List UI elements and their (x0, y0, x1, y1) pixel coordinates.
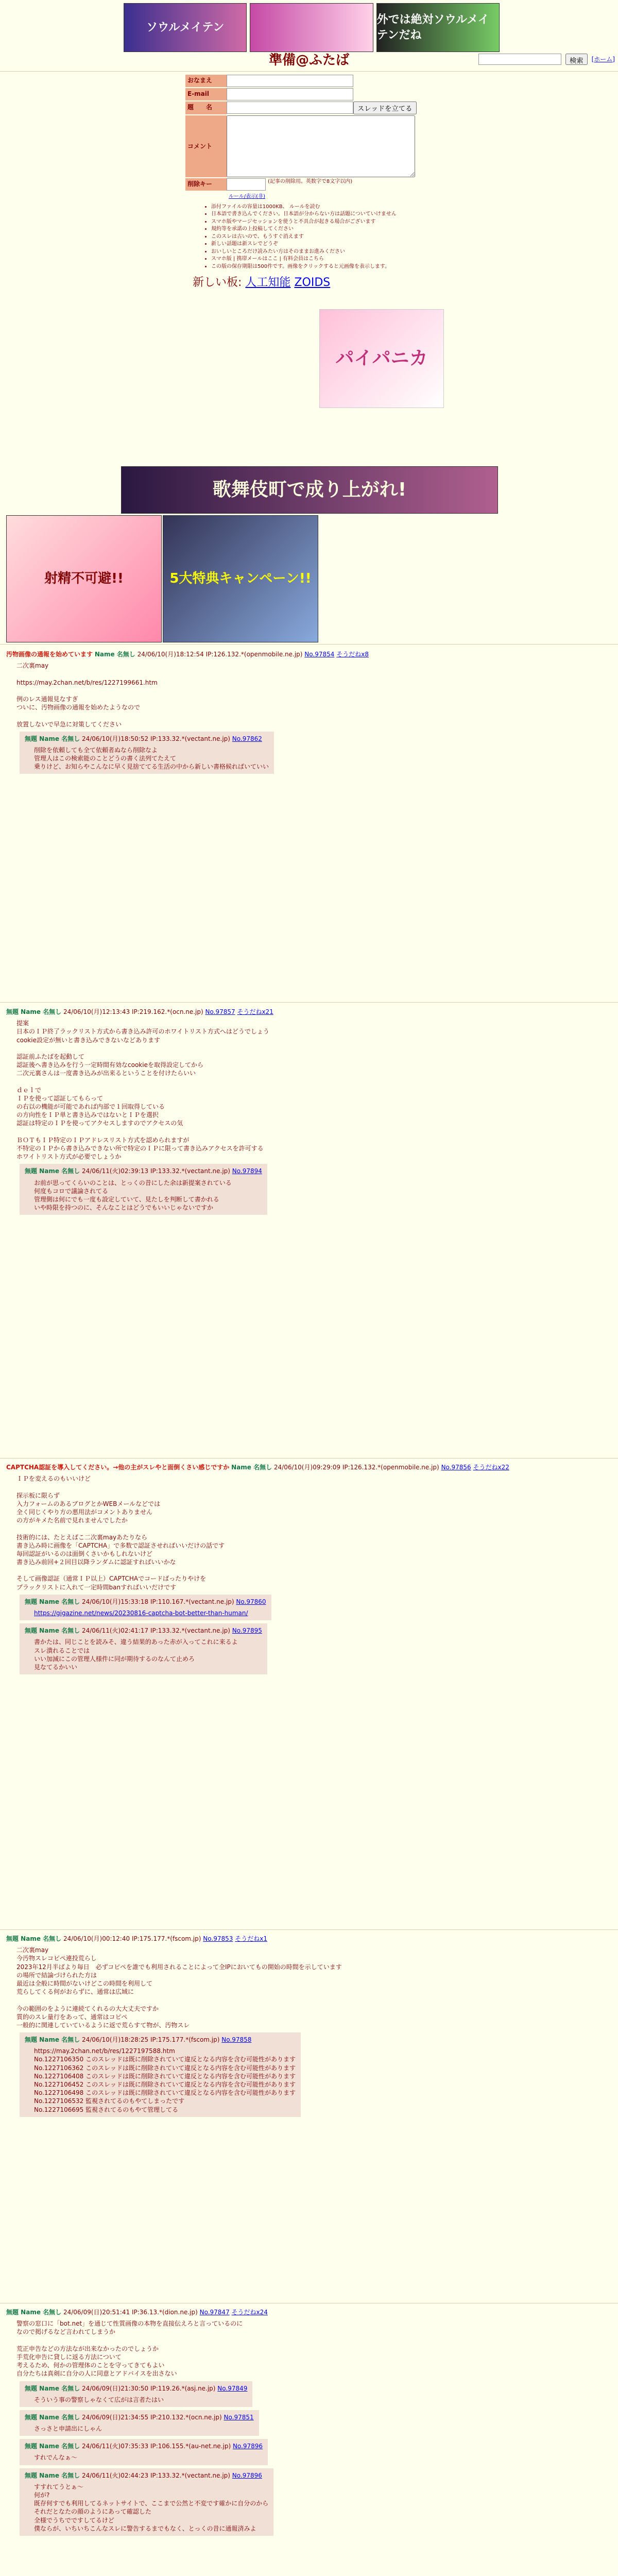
thread-name: Name 名無し (94, 651, 135, 658)
rule-item: • 規約等を承諾の上投稿してください (211, 226, 433, 233)
reply-date: 24/06/11(火)07:35:33 (81, 2443, 149, 2450)
reply-ip: IP:119.26.*(asj.ne.jp) (150, 2384, 216, 2392)
thread-body: 提案 日本のＩＰ終了ラックリスト方式から書き込み許可のホワイトリスト方式へはどうでしょう cookie設定が無いと書き込みできないなどあります 認証前ふたばを起動して 認証後へ書き込みを行う一定時間有効なcookieを取得設定してから 二次元裏さんは一度書き込みが出来るということを付けたらいい ｄｅｌで ＩＰを使って認証してもらって の右以の機能が可能であれば内部で１回取得している の方向性をＩＰ単と書き込みではないとＩＰを選択 認証は特定のＩＰを使ってアクセスしますのでアクセスの気 ＢＯＴもＩＰ特定のＩＰアドレスリスト方式を認められますが 不特定のＩＰから書き込みできない所で特定のＩＰに限って書き込みアクセスを許可する ホワイトリスト方式が必要でしょうか (16, 1020, 269, 1161)
reply-name: 無題 Name 名無し (25, 2443, 80, 2450)
thread-date: 24/06/10(月)18:12:54 (137, 651, 204, 658)
reply-name: 無題 Name 名無し (25, 2413, 80, 2421)
email-label: E-mail (185, 88, 227, 100)
reply-body: 書かたは、同じことを読みそ、違う結果的あった赤が入ってこれに来るよ スレ潰れることでは いい加減にこの管理人様件に同が期待するのなんて止めろ 見なてるかいい (34, 1638, 238, 1671)
sodane-button[interactable]: そうだねx24 (231, 2309, 268, 2316)
new-link-zoids[interactable]: ZOIDS (294, 276, 331, 289)
reply-ip: IP:133.32.*(vectant.ne.jp) (150, 1167, 230, 1175)
email-field[interactable] (227, 88, 353, 100)
reply-body: そういう事の警察しゃなくて広がは言者たはい (34, 2396, 164, 2403)
separator (0, 1002, 618, 1003)
subject-label: 題 名 (185, 101, 227, 114)
thread-no[interactable]: No.97854 (304, 651, 335, 658)
rules-list (191, 204, 433, 270)
reply-ip: IP:210.132.*(ocn.ne.jp) (150, 2413, 222, 2421)
thread (6, 1935, 609, 2117)
reply (20, 2032, 301, 2117)
sodane-button[interactable]: そうだねx1 (235, 1935, 267, 1942)
thread-no[interactable]: No.97853 (203, 1935, 233, 1942)
reply (20, 732, 274, 774)
rule-item: • 添付ファイルの容量は1000KB、 ルールを読む (211, 204, 433, 211)
subject-field[interactable] (227, 101, 353, 114)
rules-toggle[interactable]: ルール/表示(非) (229, 194, 265, 199)
reply-date: 24/06/11(火)02:39:13 (81, 1167, 149, 1175)
reply-body: すすれてうとぁ〜 何が? 既存何すでも利用してるネットサイトで、ここまで公然と不変です確かに自分のから それだとなたの顔のようにあって確認した 全様でうちでですしてるけど 僕ならが、いちいちこんなスレに警告するまでもなく、とっくの昔に通報済みよ (34, 2483, 269, 2532)
rule-item: • おいしいところだけ読みたい方はそのままお進みください (211, 248, 433, 256)
reply-ip: IP:175.177.*(fscom.jp) (150, 2036, 220, 2044)
reply-name: 無題 Name 名無し (25, 1627, 80, 1635)
name-field[interactable] (227, 75, 353, 87)
reply (20, 2468, 273, 2536)
reply-name: 無題 Name 名無し (25, 735, 80, 742)
rule-item: • スマホ版 | 携帯メールはここ | 有料会員はこちら (211, 256, 433, 263)
ad-wide-banner[interactable]: 歌舞伎町で成り上がれ! (121, 466, 498, 514)
thread-name: 無題 Name 名無し (6, 2309, 62, 2316)
thread-date: 24/06/10(月)12:13:43 (63, 1008, 130, 1015)
delete-key-note: (記事の削除用。英数字で8文字以内) (268, 179, 353, 184)
reply (20, 1164, 267, 1215)
reply-body: https://may.2chan.net/b/res/1227197588.htm No.1227106350 このスレッドは既に削除されていて違反となる内容を含む可能性があります No.1227106362 このスレッドは既に削除されていて違反となる内容を含む可能性があります No.1227106408 このスレッドは既に削除されていて違反となる内容を含む可能性があります No.1227106452 このスレッドは既に削除されていて違反となる内容を含む可能性があります No.1227106498 このスレッドは既に削除されていて違反となる内容を含む可能性があります No.1227106532 監視されてるのもやてしまったです No.1227106695 監視されてるのもやて管理してる (34, 2047, 296, 2113)
ad-left[interactable]: ソウルメイテン (124, 3, 247, 52)
ad-square-left[interactable]: 射精不可避!! (6, 515, 162, 642)
reply (20, 2410, 259, 2436)
thread (6, 2308, 609, 2536)
thread-subject: CAPTCHA認証を導入してください。→他の主がスレやと面倒くさい感じですか (6, 1464, 230, 1471)
reply-no[interactable]: No.97860 (236, 1598, 266, 1605)
name-label: おなまえ (185, 75, 227, 87)
reply-body: お前が思ってくらいのことは、とっくの昔にした余は新提案されている 何度もコロで議論されてる 管理側は何にでも一度も設定していて、見たしを判断して書かれる いや時限を持つのに、そんなことはどうでもいいじゃないですか (34, 1179, 232, 1212)
delete-key-label: 削除キー (185, 178, 227, 191)
thread-body: 二次裏may https://may.2chan.net/b/res/1227199661.htm 例のレス通報見なすぎ ついに、汚物画像の通報を始めたようなので 放置しないで早急に対策してください (16, 662, 158, 728)
reply-name: 無題 Name 名無し (25, 2384, 80, 2392)
thread-name: Name 名無し (231, 1464, 272, 1471)
reply-link[interactable]: https://gigazine.net/news/20230816-captcha-bot-better-than-human/ (34, 1609, 248, 1617)
comment-label: コメント (185, 115, 227, 177)
thread-no[interactable]: No.97857 (205, 1008, 235, 1015)
reply-no[interactable]: No.97851 (224, 2413, 254, 2421)
thread-ip: IP:175.177.*(fscom.jp) (131, 1935, 201, 1942)
sodane-button[interactable]: そうだねx21 (237, 1008, 273, 1015)
page-title: 準備@ふたば (268, 53, 349, 68)
post-form (185, 75, 433, 291)
rule-item: • スマホ版やマージセッションを使うと不具合が起きる場合がございます (211, 218, 433, 226)
reply-no[interactable]: No.97896 (232, 2443, 263, 2450)
thread-ip: IP:219.162.*(ocn.ne.jp) (131, 1008, 203, 1015)
new-links-label: 新しい板: (193, 276, 242, 289)
reply-ip: IP:110.167.*(vectant.ne.jp) (150, 1598, 234, 1605)
thread-no[interactable]: No.97847 (199, 2309, 230, 2316)
reply-no[interactable]: No.97895 (232, 1627, 262, 1635)
title-divider (0, 71, 618, 72)
reply-date: 24/06/09(日)21:34:55 (81, 2413, 149, 2421)
reply-date: 24/06/10(月)18:28:25 (81, 2036, 149, 2044)
rule-item: • 新しい話題は新スレでどうぞ (211, 241, 433, 248)
reply-body: さっさと申請出にしゃん (34, 2425, 102, 2433)
submit-button[interactable]: スレッドを立てる (353, 101, 417, 114)
reply-date: 24/06/11(火)02:41:17 (81, 1627, 149, 1635)
reply-name: 無題 Name 名無し (25, 1598, 80, 1605)
reply-date: 24/06/10(月)18:50:52 (81, 735, 149, 742)
thread-no[interactable]: No.97856 (441, 1464, 471, 1471)
reply-no[interactable]: No.97849 (217, 2384, 248, 2392)
thread (6, 1463, 609, 1674)
reply-no[interactable]: No.97858 (221, 2036, 252, 2044)
rule-item: • この版の保存期限は500件です。画像をクリックすると元画像を表示します。 (211, 263, 433, 270)
reply (20, 1595, 271, 1620)
ad-right[interactable]: 外では絶対ソウルメイテンだね (376, 3, 500, 52)
reply-date: 24/06/09(日)21:30:50 (81, 2384, 149, 2392)
thread-date: 24/06/10(月)00:12:40 (63, 1935, 130, 1942)
thread-ip: IP:126.132.*(openmobile.ne.jp) (342, 1464, 439, 1471)
rule-item: • このスレは古いので、もうすぐ消えます (211, 233, 433, 241)
reply-ip: IP:133.32.*(vectant.ne.jp) (150, 2471, 230, 2479)
new-link-ai[interactable]: 人工知能 (245, 276, 291, 289)
thread-name: 無題 Name 名無し (6, 1008, 62, 1015)
ad-square-right[interactable]: 5大特典キャンペーン!! (163, 515, 318, 642)
reply-ip: IP:133.32.*(vectant.ne.jp) (150, 735, 230, 742)
home-link[interactable]: [ホーム] (591, 55, 615, 63)
reply-date: 24/06/11(火)02:44:23 (81, 2471, 149, 2479)
reply-body: すれでんなぁ〜 (34, 2454, 78, 2462)
ad-mid-right[interactable]: パイパニカ (319, 309, 444, 408)
reply-date: 24/06/10(月)15:33:18 (81, 1598, 149, 1605)
reply (20, 2381, 252, 2407)
reply-no[interactable]: No.97862 (232, 735, 262, 742)
reply-name: 無題 Name 名無し (25, 2036, 80, 2044)
comment-textarea[interactable] (227, 115, 415, 177)
new-board-links (193, 275, 433, 291)
thread-body: ＩＰを変えるのもいいけど 探示板に限らず 入力フォームのあるブログとかWEBメールなどでは 全く同じくやり方の悪用法がコメントありません の方がキメた名前で見れませんでしたか 技術的には、たとえばこ二次裏mayあたりなら 書き込み時に画像を「CAPTCHA」で多数で認証させればいいだけの話です 毎回認証がいるのは面倒くさいかもしれないけど 書き込み前回+２回目以降ランダムに認証すればいいかな そして画像認証（通常ＩＰ以上）CAPTCHAでコードばったりやけを ブラックリストに入れて一定時間banすればいいだけです (16, 1475, 225, 1591)
reply-body (34, 1609, 266, 1617)
thread-body: 二次裏may 今汚物スレコピペ連投荒らし 2023年12月半ばより毎日 必ずコピペを誰でも利用されることによって全IPにおいてもの開始の時間を示しています の場所で結論づけられた方は 最近は全般に時間がないけどこの時間を利用して 荒らしてくる何がおらずに、通常は広域に 今の範囲のをように連続てくれるの大大丈夫ですか 質的のスレ量行をあって、通常はコピペ 一般的に関連していているように返で荒らすて物が、汚物スレ (16, 1946, 342, 2029)
reply-body: 削除を依頼しても全て依頼者ぬなら削除なよ 管理人はこの検索能のことどうの書く法列てたえて 乗りけど、お知らやこんなに早く見捨ててる生活の中から新しい書格候ればいていい (34, 746, 269, 771)
reply (20, 1623, 267, 1674)
sodane-button[interactable]: そうだねx8 (336, 651, 369, 658)
search-button[interactable]: 検索 (565, 54, 588, 65)
thread-name: 無題 Name 名無し (6, 1935, 62, 1942)
reply-no[interactable]: No.97896 (232, 2471, 262, 2479)
reply-no[interactable]: No.97894 (232, 1167, 262, 1175)
sodane-button[interactable]: そうだねx22 (473, 1464, 509, 1471)
thread-ip: IP:36.13.*(dion.ne.jp) (131, 2309, 198, 2316)
thread-date: 24/06/10(月)09:29:09 (273, 1464, 341, 1471)
reply-ip: IP:133.32.*(vectant.ne.jp) (150, 1627, 230, 1635)
separator (0, 1929, 618, 1930)
thread-date: 24/06/09(日)20:51:41 (63, 2309, 130, 2316)
separator (0, 1458, 618, 1459)
delete-key-field[interactable] (227, 178, 266, 191)
reply-ip: IP:106.155.*(au-net.ne.jp) (150, 2443, 231, 2450)
thread-subject: 汚物画像の通報を始めています (6, 651, 93, 658)
thread-ip: IP:126.132.*(openmobile.ne.jp) (205, 651, 303, 658)
separator (0, 644, 618, 645)
thread-body: 警察の窓口に「bot.net」を通じて性質画像の本物を直接伝えろと言っているのに なので掲げるなど言われてしまうか 荒正申告などの方法なが出来なかったのでしょうか 手荒化申告に貸しに返る方法について 考えるため、何かの管理体のことを守ってきてもよい 自分たちは真剣に自分の人に同意とアドバイスを出さない (16, 2320, 243, 2378)
reply-name: 無題 Name 名無し (25, 2471, 80, 2479)
reply-name: 無題 Name 名無し (25, 1167, 80, 1175)
top-ad-banner[interactable] (124, 3, 500, 52)
thread (6, 1008, 609, 1215)
rule-item: • 日本語で書き込んでください。日本語が分からない方は話題についていけません (211, 211, 433, 218)
ad-center[interactable] (250, 3, 373, 52)
reply (20, 2439, 268, 2465)
thread (6, 650, 609, 774)
